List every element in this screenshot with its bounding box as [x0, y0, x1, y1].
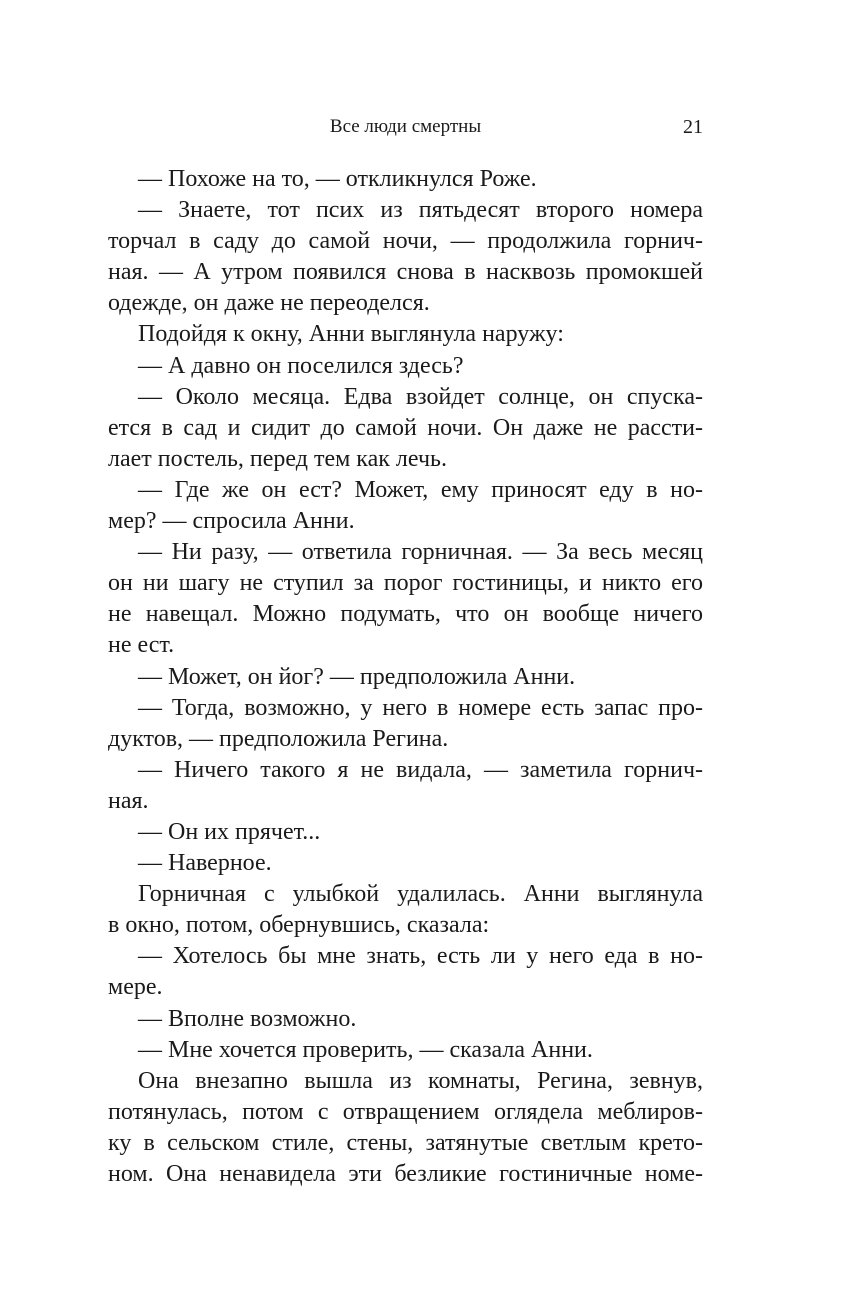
text-line: не ест. [108, 632, 175, 659]
text-line: потянулась, потом с отвращением оглядела меблиров- [108, 1098, 703, 1125]
text-line: — Наверное. [138, 850, 272, 877]
text-line: мере. [108, 974, 163, 1001]
text-line: ку в сельском стиле, стены, затянутые светлым крето- [108, 1129, 703, 1156]
text-line: в окно, потом, обернувшись, сказала: [108, 912, 490, 939]
text-line: дуктов, — предположила Регина. [108, 725, 449, 752]
text-line: торчал в саду до самой ночи, — продолжила горнич- [108, 228, 703, 255]
text-line: одежде, он даже не переоделся. [108, 290, 430, 317]
text-line: лает постель, перед тем как лечь. [108, 445, 447, 472]
text-line: Подойдя к окну, Анни выглянула наружу: [138, 321, 564, 348]
text-line: не навещал. Можно подумать, что он вообще ничего [108, 601, 703, 628]
text-line: Горничная с улыбкой удалилась. Анни выглянула [138, 881, 703, 908]
text-line: — Где же он ест? Может, ему приносят еду в но- [138, 476, 703, 503]
text-line: — Похоже на то, — откликнулся Роже. [138, 166, 537, 192]
running-head [108, 114, 703, 144]
text-line: мер? — спросила Анни. [108, 508, 355, 535]
text-line: Она внезапно вышла из комнаты, Регина, зевнув, [138, 1067, 703, 1094]
text-line: — Мне хочется проверить, — сказала Анни. [138, 1036, 593, 1063]
body-text [108, 164, 703, 1190]
text-line: ная. — А утром появился снова в насквозь промокшей [108, 259, 703, 286]
text-line: — Он их прячет... [138, 818, 321, 845]
text-line: он ни шагу не ступил за порог гостиницы, и никто его [108, 570, 703, 597]
text-line: — Знаете, тот псих из пятьдесят второго номера [138, 197, 703, 224]
text-line: — Вполне возможно. [138, 1005, 357, 1032]
page-number: 21 [683, 116, 703, 138]
text-line: ная. [108, 787, 149, 814]
text-line: — Может, он йог? — предположила Анни. [138, 663, 576, 690]
text-line: — А давно он поселился здесь? [138, 352, 464, 379]
text-line: — Около месяца. Едва взойдет солнце, он спуска- [138, 383, 703, 410]
text-line: — Ничего такого я не видала, — заметила горнич- [138, 756, 703, 783]
text-line: ется в сад и сидит до самой ночи. Он даже не рассти- [108, 414, 703, 441]
text-line: — Ни разу, — ответила горничная. — За весь месяц [138, 539, 703, 566]
text-line: — Тогда, возможно, у него в номере есть запас про- [138, 694, 703, 721]
text-line: ном. Она ненавидела эти безликие гостиничные номе- [108, 1161, 703, 1187]
running-title: Все люди смертны [329, 116, 482, 137]
text-line: — Хотелось бы мне знать, есть ли у него еда в но- [138, 943, 703, 970]
